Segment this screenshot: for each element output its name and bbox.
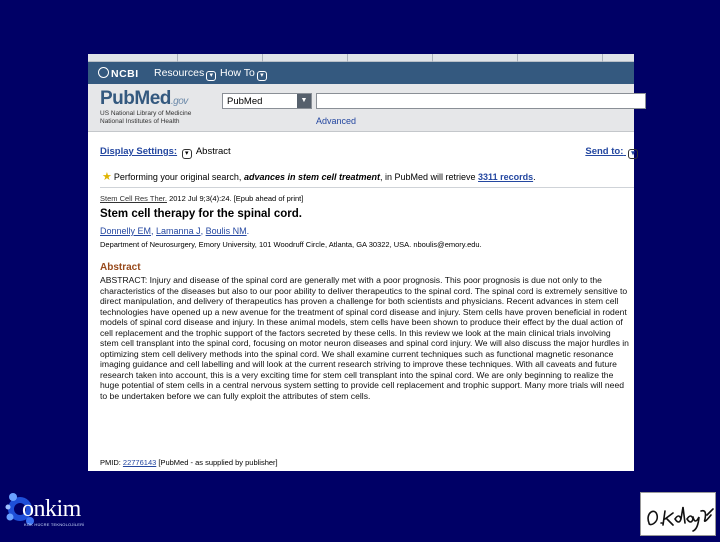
onkim-subtitle: KÖK HÜCRE TEKNOLOJİLERİ — [24, 522, 85, 527]
pmid-link[interactable]: 22776143 — [122, 458, 157, 467]
author-affiliation: Department of Neurosurgery, Emory University, 101 Woodruff Circle, Atlanta, GA 30322, USA. nboulis@emory.edu. — [100, 240, 482, 249]
author-link[interactable]: Boulis NM — [205, 226, 247, 236]
pubmed-header — [88, 84, 634, 132]
browser-tab[interactable] — [263, 54, 348, 62]
browser-tab[interactable] — [433, 54, 518, 62]
author-link[interactable]: Lamanna J — [156, 226, 201, 236]
display-settings-link[interactable]: Display Settings: — [100, 146, 178, 157]
pmid-line: PMID: 22776143 [PubMed - as supplied by publisher] — [100, 458, 278, 467]
signature-image — [640, 492, 716, 536]
pubmed-screenshot — [88, 54, 634, 471]
dropdown-arrow-icon: ▼ — [297, 94, 311, 108]
howto-menu[interactable]: How To ▾ — [220, 67, 267, 81]
display-format-label: Abstract — [195, 146, 231, 157]
search-input[interactable] — [316, 93, 646, 109]
records-count-link[interactable]: 3311 records — [478, 172, 534, 182]
author-list: Donnelly EM, Lamanna J, Boulis NM. — [100, 226, 250, 236]
resources-menu[interactable]: Resources ▾ — [154, 67, 216, 81]
browser-tab[interactable] — [348, 54, 433, 62]
abstract-heading: Abstract — [100, 262, 141, 273]
chevron-down-icon: ▾ — [628, 149, 638, 159]
nlm-caption: US National Library of Medicine National Institutes of Health — [100, 110, 192, 125]
journal-link[interactable]: Stem Cell Res Ther. — [100, 194, 167, 203]
ncbi-logo-text: NCBI — [111, 68, 139, 80]
advanced-search-link[interactable]: Advanced — [316, 116, 357, 126]
ncbi-logo[interactable] — [98, 67, 139, 80]
pubmed-logo[interactable]: PubMed.gov — [100, 88, 188, 109]
query-text: advances in stem cell treatment — [243, 172, 380, 182]
chevron-down-icon[interactable]: ▾ — [182, 149, 192, 159]
onkim-wordmark: onkim — [22, 496, 81, 522]
chevron-down-icon: ▾ — [206, 71, 216, 81]
signature-icon — [641, 493, 717, 537]
chevron-down-icon: ▾ — [257, 71, 267, 81]
send-to-link[interactable]: Send to: ▾ — [585, 146, 634, 159]
ncbi-toolbar — [88, 62, 634, 84]
browser-tab-strip — [88, 54, 634, 62]
browser-tab[interactable] — [518, 54, 603, 62]
browser-tab[interactable] — [88, 54, 178, 62]
ncbi-logo-icon — [98, 67, 109, 78]
browser-tab[interactable] — [178, 54, 263, 62]
display-settings-row — [100, 146, 634, 159]
search-notice: ★ Performing your original search, advances in stem cell treatment, in PubMed will retrieve 3311 records. — [102, 171, 536, 183]
abstract-text: ABSTRACT: Injury and disease of the spinal cord are generally met with a poor prognosis. This poor prognosis is due not only to the characteristics of the diseases but also to our poor ability to deliver therapeutics to the spinal cord. The spinal cord is extremely sensitive to direct manipulation, and delivery of therapeutics has proven a challenge for both scientists and physicians. Recent advances in stem cell technologies have opened up a new avenue for the treatment of spinal cord disease and injury. Stem cells have proven beneficial in rodent models of spinal cord disease and injury. In these animal models, stem cells have been shown to produce their effect by the dual action of cell replacement and the trophic support of the factors secreted by these cells. In this review we look at the main clinical trials involving stem cell transplant into the spinal cord, focusing on motor neuron diseases and spinal cord injury. We will also discuss the major hurdles in optimizing stem cell delivery methods into the spinal cord. We shall examine current techniques such as functional magnetic resonance imaging guidance and cell labelling and will look at the current research striving to improve these techniques. With all caveats and future research taken into account, this is a very exciting time for stem cell transplant into the spinal cord. We are only beginning to realize the huge potential of stem cells in a central nervous system setting to provide cell replacement and trophic support. Many more trials will need to be undertaken before we can fully exploit the attributes of stem cells. — [100, 275, 629, 401]
star-icon: ★ — [102, 171, 112, 183]
author-link[interactable]: Donnelly EM — [100, 226, 152, 236]
citation: Stem Cell Res Ther. 2012 Jul 9;3(4):24. [Epub ahead of print] — [100, 194, 304, 203]
article-title: Stem cell therapy for the spinal cord. — [100, 208, 302, 220]
divider — [100, 187, 634, 188]
database-select[interactable]: PubMed ▼ — [222, 93, 312, 109]
